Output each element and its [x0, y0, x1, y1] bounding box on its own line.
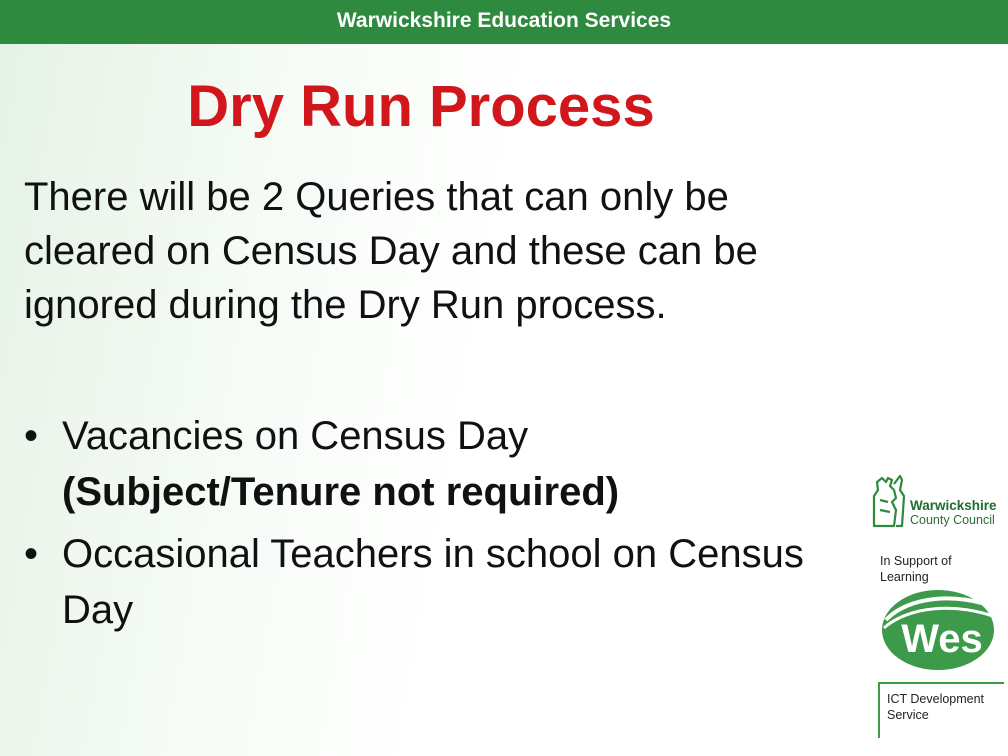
ict-service-label: ICT Development Service: [878, 682, 1004, 738]
support-text: In Support of Learning: [880, 554, 952, 584]
list-item: [24, 526, 854, 638]
wes-logo-icon: [878, 586, 1004, 672]
bullet-marker: •: [24, 414, 39, 458]
bullet-text: Vacancies on Census Day: [62, 414, 529, 458]
slide-title: [0, 74, 862, 140]
council-name: Warwickshire: [910, 498, 997, 513]
intro-paragraph: There will be 2 Queries that can only be cleared on Census Day and these can be ignored during the Dry Run process.: [24, 175, 758, 327]
list-item: [24, 408, 854, 520]
council-suffix: County Council: [910, 513, 995, 527]
bullet-text: Occasional Teachers in school on Census Day: [62, 532, 804, 632]
wes-logo-text: Wes: [901, 617, 983, 661]
slide-content-area: [0, 44, 862, 756]
bullet-list: [24, 408, 854, 644]
bullet-note: (Subject/Tenure not required): [62, 470, 620, 514]
council-branding: [910, 498, 997, 528]
bullet-marker: •: [24, 532, 39, 576]
slide-title-text: Dry Run Process: [187, 74, 655, 139]
header-bar: Warwickshire Education Services: [0, 0, 1008, 44]
